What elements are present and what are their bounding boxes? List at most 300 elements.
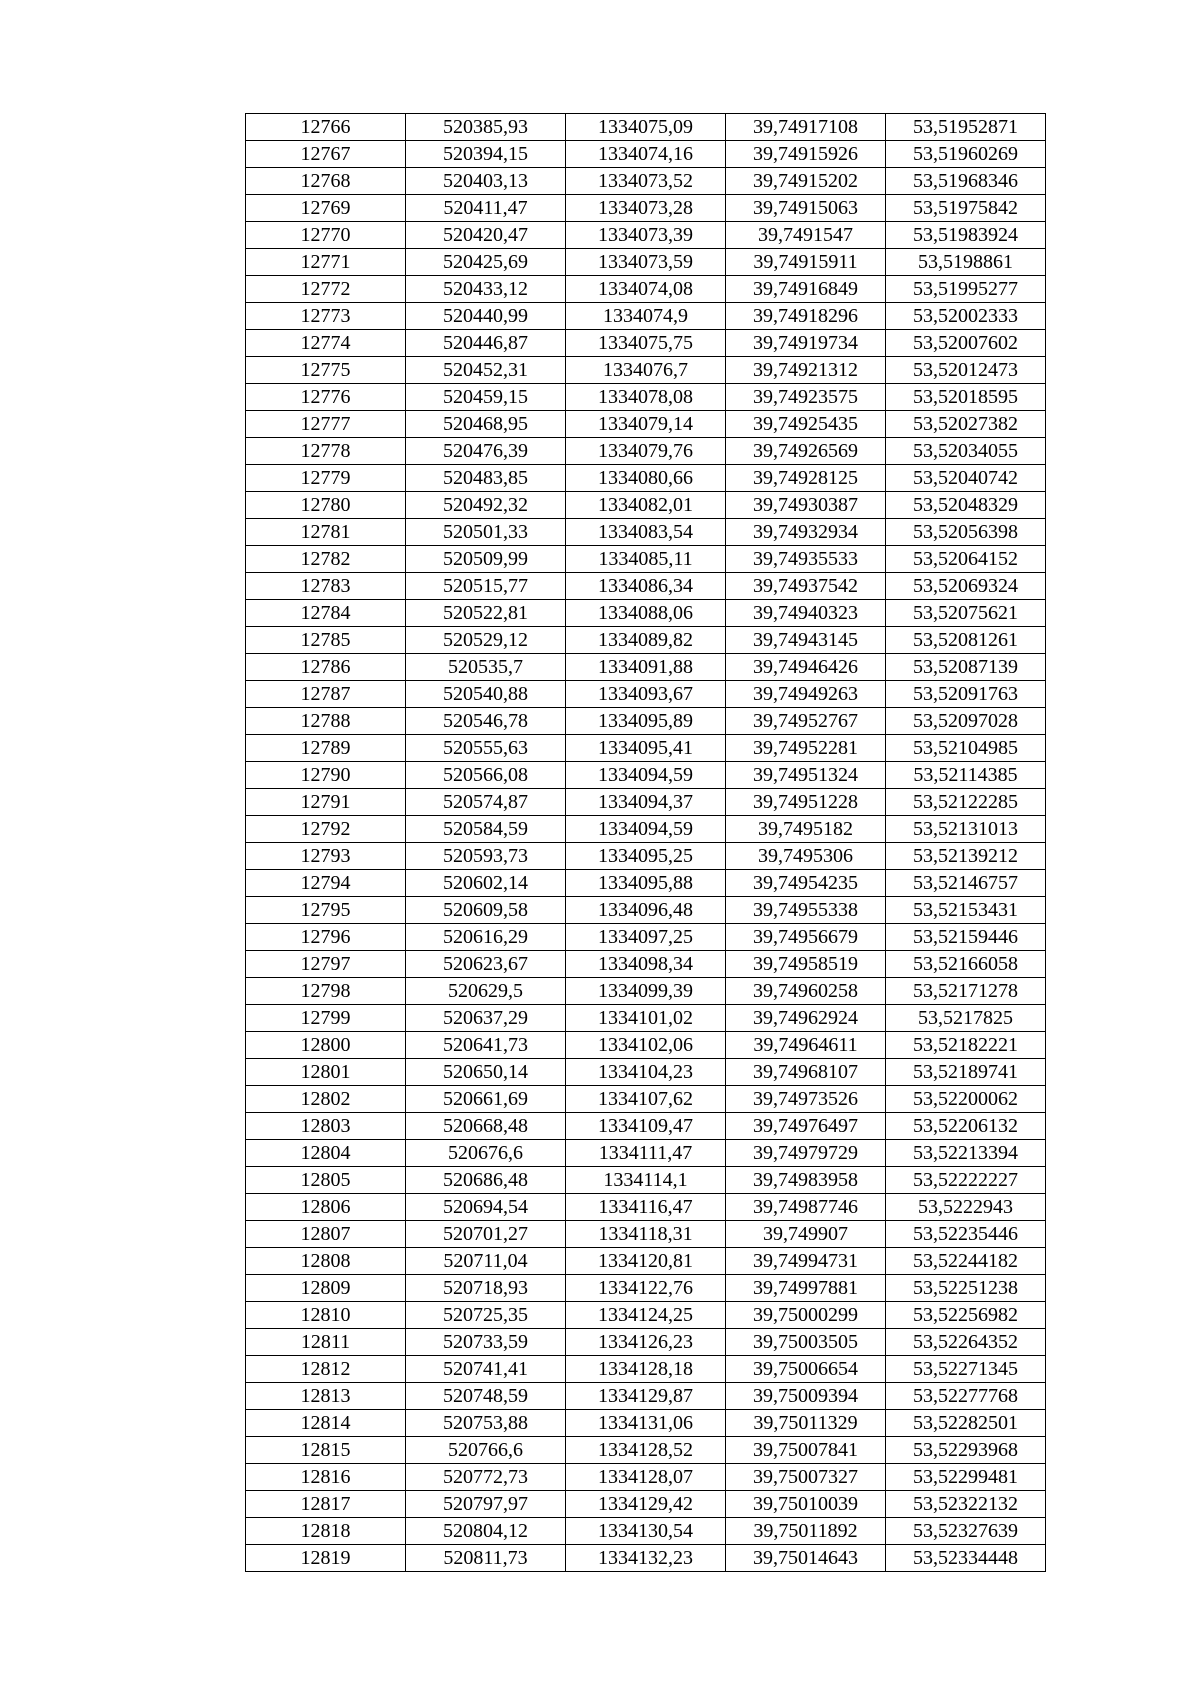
x-coordinate-cell: 520566,08	[406, 762, 566, 789]
x-coordinate-cell: 520425,69	[406, 249, 566, 276]
longitude-cell: 39,74946426	[726, 654, 886, 681]
longitude-cell: 39,75014643	[726, 1545, 886, 1572]
point-number-cell: 12818	[246, 1518, 406, 1545]
table-row	[246, 1383, 1046, 1410]
x-coordinate-cell: 520515,77	[406, 573, 566, 600]
latitude-cell: 53,52104985	[886, 735, 1046, 762]
point-number-cell: 12814	[246, 1410, 406, 1437]
longitude-cell: 39,75011329	[726, 1410, 886, 1437]
longitude-cell: 39,7495182	[726, 816, 886, 843]
table-row	[246, 1410, 1046, 1437]
latitude-cell: 53,5198861	[886, 249, 1046, 276]
x-coordinate-cell: 520529,12	[406, 627, 566, 654]
table-row	[246, 627, 1046, 654]
longitude-cell: 39,74962924	[726, 1005, 886, 1032]
longitude-cell: 39,75011892	[726, 1518, 886, 1545]
latitude-cell: 53,52277768	[886, 1383, 1046, 1410]
y-coordinate-cell: 1334094,59	[566, 762, 726, 789]
y-coordinate-cell: 1334075,75	[566, 330, 726, 357]
table-row	[246, 438, 1046, 465]
x-coordinate-cell: 520584,59	[406, 816, 566, 843]
table-row	[246, 168, 1046, 195]
x-coordinate-cell: 520694,54	[406, 1194, 566, 1221]
point-number-cell: 12779	[246, 465, 406, 492]
table-row	[246, 141, 1046, 168]
point-number-cell: 12805	[246, 1167, 406, 1194]
longitude-cell: 39,74997881	[726, 1275, 886, 1302]
table-row	[246, 1329, 1046, 1356]
x-coordinate-cell: 520804,12	[406, 1518, 566, 1545]
x-coordinate-cell: 520623,67	[406, 951, 566, 978]
point-number-cell: 12767	[246, 141, 406, 168]
x-coordinate-cell: 520686,48	[406, 1167, 566, 1194]
point-number-cell: 12798	[246, 978, 406, 1005]
point-number-cell: 12811	[246, 1329, 406, 1356]
point-number-cell: 12768	[246, 168, 406, 195]
latitude-cell: 53,52048329	[886, 492, 1046, 519]
latitude-cell: 53,52122285	[886, 789, 1046, 816]
y-coordinate-cell: 1334074,9	[566, 303, 726, 330]
latitude-cell: 53,52018595	[886, 384, 1046, 411]
longitude-cell: 39,74943145	[726, 627, 886, 654]
table-row	[246, 357, 1046, 384]
longitude-cell: 39,74937542	[726, 573, 886, 600]
longitude-cell: 39,74930387	[726, 492, 886, 519]
longitude-cell: 39,74949263	[726, 681, 886, 708]
table-row	[246, 330, 1046, 357]
x-coordinate-cell: 520492,32	[406, 492, 566, 519]
x-coordinate-cell: 520661,69	[406, 1086, 566, 1113]
table-row	[246, 1005, 1046, 1032]
y-coordinate-cell: 1334074,08	[566, 276, 726, 303]
latitude-cell: 53,52153431	[886, 897, 1046, 924]
x-coordinate-cell: 520459,15	[406, 384, 566, 411]
table-row	[246, 114, 1046, 141]
table-row	[246, 762, 1046, 789]
table-row	[246, 816, 1046, 843]
y-coordinate-cell: 1334094,59	[566, 816, 726, 843]
y-coordinate-cell: 1334079,14	[566, 411, 726, 438]
x-coordinate-cell: 520385,93	[406, 114, 566, 141]
y-coordinate-cell: 1334114,1	[566, 1167, 726, 1194]
table-row	[246, 1086, 1046, 1113]
point-number-cell: 12788	[246, 708, 406, 735]
x-coordinate-cell: 520718,93	[406, 1275, 566, 1302]
longitude-cell: 39,74955338	[726, 897, 886, 924]
longitude-cell: 39,74915926	[726, 141, 886, 168]
y-coordinate-cell: 1334083,54	[566, 519, 726, 546]
longitude-cell: 39,74921312	[726, 357, 886, 384]
point-number-cell: 12792	[246, 816, 406, 843]
point-number-cell: 12791	[246, 789, 406, 816]
latitude-cell: 53,52299481	[886, 1464, 1046, 1491]
x-coordinate-cell: 520433,12	[406, 276, 566, 303]
table-row	[246, 951, 1046, 978]
longitude-cell: 39,74958519	[726, 951, 886, 978]
point-number-cell: 12770	[246, 222, 406, 249]
table-row	[246, 870, 1046, 897]
table-row	[246, 897, 1046, 924]
point-number-cell: 12780	[246, 492, 406, 519]
point-number-cell: 12796	[246, 924, 406, 951]
longitude-cell: 39,75007841	[726, 1437, 886, 1464]
y-coordinate-cell: 1334102,06	[566, 1032, 726, 1059]
x-coordinate-cell: 520555,63	[406, 735, 566, 762]
table-row	[246, 1032, 1046, 1059]
latitude-cell: 53,52171278	[886, 978, 1046, 1005]
latitude-cell: 53,51960269	[886, 141, 1046, 168]
table-row	[246, 600, 1046, 627]
x-coordinate-cell: 520535,7	[406, 654, 566, 681]
longitude-cell: 39,74932934	[726, 519, 886, 546]
point-number-cell: 12776	[246, 384, 406, 411]
point-number-cell: 12793	[246, 843, 406, 870]
x-coordinate-cell: 520476,39	[406, 438, 566, 465]
point-number-cell: 12803	[246, 1113, 406, 1140]
longitude-cell: 39,74979729	[726, 1140, 886, 1167]
y-coordinate-cell: 1334118,31	[566, 1221, 726, 1248]
x-coordinate-cell: 520676,6	[406, 1140, 566, 1167]
latitude-cell: 53,52012473	[886, 357, 1046, 384]
longitude-cell: 39,74968107	[726, 1059, 886, 1086]
y-coordinate-cell: 1334079,76	[566, 438, 726, 465]
latitude-cell: 53,52087139	[886, 654, 1046, 681]
table-row	[246, 303, 1046, 330]
y-coordinate-cell: 1334095,41	[566, 735, 726, 762]
longitude-cell: 39,75003505	[726, 1329, 886, 1356]
table-row	[246, 978, 1046, 1005]
latitude-cell: 53,52282501	[886, 1410, 1046, 1437]
latitude-cell: 53,51968346	[886, 168, 1046, 195]
x-coordinate-cell: 520668,48	[406, 1113, 566, 1140]
longitude-cell: 39,74940323	[726, 600, 886, 627]
latitude-cell: 53,52139212	[886, 843, 1046, 870]
x-coordinate-cell: 520766,6	[406, 1437, 566, 1464]
x-coordinate-cell: 520483,85	[406, 465, 566, 492]
x-coordinate-cell: 520411,47	[406, 195, 566, 222]
coordinates-table-body	[246, 114, 1046, 1572]
latitude-cell: 53,52069324	[886, 573, 1046, 600]
latitude-cell: 53,52081261	[886, 627, 1046, 654]
latitude-cell: 53,52235446	[886, 1221, 1046, 1248]
table-row	[246, 708, 1046, 735]
point-number-cell: 12808	[246, 1248, 406, 1275]
longitude-cell: 39,75010039	[726, 1491, 886, 1518]
x-coordinate-cell: 520574,87	[406, 789, 566, 816]
x-coordinate-cell: 520452,31	[406, 357, 566, 384]
table-row	[246, 573, 1046, 600]
x-coordinate-cell: 520446,87	[406, 330, 566, 357]
x-coordinate-cell: 520641,73	[406, 1032, 566, 1059]
point-number-cell: 12799	[246, 1005, 406, 1032]
table-row	[246, 924, 1046, 951]
y-coordinate-cell: 1334078,08	[566, 384, 726, 411]
longitude-cell: 39,74973526	[726, 1086, 886, 1113]
point-number-cell: 12773	[246, 303, 406, 330]
x-coordinate-cell: 520711,04	[406, 1248, 566, 1275]
x-coordinate-cell: 520637,29	[406, 1005, 566, 1032]
y-coordinate-cell: 1334124,25	[566, 1302, 726, 1329]
table-row	[246, 1194, 1046, 1221]
latitude-cell: 53,52206132	[886, 1113, 1046, 1140]
latitude-cell: 53,52271345	[886, 1356, 1046, 1383]
latitude-cell: 53,52064152	[886, 546, 1046, 573]
longitude-cell: 39,74954235	[726, 870, 886, 897]
point-number-cell: 12795	[246, 897, 406, 924]
x-coordinate-cell: 520811,73	[406, 1545, 566, 1572]
x-coordinate-cell: 520733,59	[406, 1329, 566, 1356]
point-number-cell: 12784	[246, 600, 406, 627]
table-row	[246, 1221, 1046, 1248]
point-number-cell: 12774	[246, 330, 406, 357]
point-number-cell: 12777	[246, 411, 406, 438]
y-coordinate-cell: 1334130,54	[566, 1518, 726, 1545]
x-coordinate-cell: 520593,73	[406, 843, 566, 870]
point-number-cell: 12771	[246, 249, 406, 276]
table-row	[246, 222, 1046, 249]
x-coordinate-cell: 520420,47	[406, 222, 566, 249]
table-row	[246, 1464, 1046, 1491]
latitude-cell: 53,52322132	[886, 1491, 1046, 1518]
table-row	[246, 1113, 1046, 1140]
point-number-cell: 12815	[246, 1437, 406, 1464]
y-coordinate-cell: 1334111,47	[566, 1140, 726, 1167]
longitude-cell: 39,75009394	[726, 1383, 886, 1410]
longitude-cell: 39,74919734	[726, 330, 886, 357]
latitude-cell: 53,52293968	[886, 1437, 1046, 1464]
y-coordinate-cell: 1334085,11	[566, 546, 726, 573]
y-coordinate-cell: 1334089,82	[566, 627, 726, 654]
table-row	[246, 1059, 1046, 1086]
point-number-cell: 12766	[246, 114, 406, 141]
point-number-cell: 12772	[246, 276, 406, 303]
point-number-cell: 12807	[246, 1221, 406, 1248]
latitude-cell: 53,51983924	[886, 222, 1046, 249]
latitude-cell: 53,52159446	[886, 924, 1046, 951]
longitude-cell: 39,74951324	[726, 762, 886, 789]
latitude-cell: 53,52056398	[886, 519, 1046, 546]
longitude-cell: 39,74935533	[726, 546, 886, 573]
y-coordinate-cell: 1334094,37	[566, 789, 726, 816]
latitude-cell: 53,52166058	[886, 951, 1046, 978]
y-coordinate-cell: 1334080,66	[566, 465, 726, 492]
table-row	[246, 411, 1046, 438]
point-number-cell: 12813	[246, 1383, 406, 1410]
y-coordinate-cell: 1334095,25	[566, 843, 726, 870]
point-number-cell: 12769	[246, 195, 406, 222]
x-coordinate-cell: 520609,58	[406, 897, 566, 924]
latitude-cell: 53,52027382	[886, 411, 1046, 438]
x-coordinate-cell: 520540,88	[406, 681, 566, 708]
y-coordinate-cell: 1334073,28	[566, 195, 726, 222]
table-row	[246, 843, 1046, 870]
latitude-cell: 53,5217825	[886, 1005, 1046, 1032]
point-number-cell: 12782	[246, 546, 406, 573]
longitude-cell: 39,74994731	[726, 1248, 886, 1275]
latitude-cell: 53,52182221	[886, 1032, 1046, 1059]
x-coordinate-cell: 520522,81	[406, 600, 566, 627]
table-row	[246, 1545, 1046, 1572]
latitude-cell: 53,52146757	[886, 870, 1046, 897]
point-number-cell: 12816	[246, 1464, 406, 1491]
table-row	[246, 519, 1046, 546]
longitude-cell: 39,74987746	[726, 1194, 886, 1221]
point-number-cell: 12785	[246, 627, 406, 654]
latitude-cell: 53,51995277	[886, 276, 1046, 303]
latitude-cell: 53,52264352	[886, 1329, 1046, 1356]
table-row	[246, 276, 1046, 303]
latitude-cell: 53,52200062	[886, 1086, 1046, 1113]
x-coordinate-cell: 520772,73	[406, 1464, 566, 1491]
table-row	[246, 1167, 1046, 1194]
point-number-cell: 12786	[246, 654, 406, 681]
point-number-cell: 12809	[246, 1275, 406, 1302]
longitude-cell: 39,7491547	[726, 222, 886, 249]
longitude-cell: 39,74951228	[726, 789, 886, 816]
y-coordinate-cell: 1334126,23	[566, 1329, 726, 1356]
longitude-cell: 39,74928125	[726, 465, 886, 492]
longitude-cell: 39,75007327	[726, 1464, 886, 1491]
y-coordinate-cell: 1334101,02	[566, 1005, 726, 1032]
latitude-cell: 53,52040742	[886, 465, 1046, 492]
latitude-cell: 53,52334448	[886, 1545, 1046, 1572]
point-number-cell: 12801	[246, 1059, 406, 1086]
y-coordinate-cell: 1334128,07	[566, 1464, 726, 1491]
point-number-cell: 12789	[246, 735, 406, 762]
y-coordinate-cell: 1334132,23	[566, 1545, 726, 1572]
x-coordinate-cell: 520753,88	[406, 1410, 566, 1437]
x-coordinate-cell: 520394,15	[406, 141, 566, 168]
latitude-cell: 53,51975842	[886, 195, 1046, 222]
table-row	[246, 1140, 1046, 1167]
longitude-cell: 39,74964611	[726, 1032, 886, 1059]
y-coordinate-cell: 1334129,87	[566, 1383, 726, 1410]
x-coordinate-cell: 520701,27	[406, 1221, 566, 1248]
y-coordinate-cell: 1334097,25	[566, 924, 726, 951]
y-coordinate-cell: 1334086,34	[566, 573, 726, 600]
x-coordinate-cell: 520468,95	[406, 411, 566, 438]
point-number-cell: 12800	[246, 1032, 406, 1059]
point-number-cell: 12804	[246, 1140, 406, 1167]
table-row	[246, 681, 1046, 708]
latitude-cell: 53,52007602	[886, 330, 1046, 357]
y-coordinate-cell: 1334131,06	[566, 1410, 726, 1437]
longitude-cell: 39,74952281	[726, 735, 886, 762]
y-coordinate-cell: 1334122,76	[566, 1275, 726, 1302]
y-coordinate-cell: 1334075,09	[566, 114, 726, 141]
table-row	[246, 654, 1046, 681]
table-row	[246, 789, 1046, 816]
y-coordinate-cell: 1334093,67	[566, 681, 726, 708]
longitude-cell: 39,749907	[726, 1221, 886, 1248]
point-number-cell: 12806	[246, 1194, 406, 1221]
table-row	[246, 1248, 1046, 1275]
latitude-cell: 53,52256982	[886, 1302, 1046, 1329]
y-coordinate-cell: 1334104,23	[566, 1059, 726, 1086]
point-number-cell: 12775	[246, 357, 406, 384]
point-number-cell: 12817	[246, 1491, 406, 1518]
y-coordinate-cell: 1334109,47	[566, 1113, 726, 1140]
y-coordinate-cell: 1334073,59	[566, 249, 726, 276]
y-coordinate-cell: 1334091,88	[566, 654, 726, 681]
x-coordinate-cell: 520602,14	[406, 870, 566, 897]
x-coordinate-cell: 520629,5	[406, 978, 566, 1005]
table-row	[246, 195, 1046, 222]
x-coordinate-cell: 520501,33	[406, 519, 566, 546]
longitude-cell: 39,74915202	[726, 168, 886, 195]
y-coordinate-cell: 1334074,16	[566, 141, 726, 168]
latitude-cell: 53,52244182	[886, 1248, 1046, 1275]
point-number-cell: 12781	[246, 519, 406, 546]
latitude-cell: 53,52327639	[886, 1518, 1046, 1545]
y-coordinate-cell: 1334088,06	[566, 600, 726, 627]
table-row	[246, 1302, 1046, 1329]
point-number-cell: 12790	[246, 762, 406, 789]
y-coordinate-cell: 1334129,42	[566, 1491, 726, 1518]
x-coordinate-cell: 520741,41	[406, 1356, 566, 1383]
table-row	[246, 546, 1046, 573]
table-row	[246, 1518, 1046, 1545]
point-number-cell: 12819	[246, 1545, 406, 1572]
point-number-cell: 12778	[246, 438, 406, 465]
y-coordinate-cell: 1334099,39	[566, 978, 726, 1005]
y-coordinate-cell: 1334128,18	[566, 1356, 726, 1383]
table-row	[246, 465, 1046, 492]
point-number-cell: 12794	[246, 870, 406, 897]
latitude-cell: 53,52075621	[886, 600, 1046, 627]
latitude-cell: 53,51952871	[886, 114, 1046, 141]
latitude-cell: 53,52189741	[886, 1059, 1046, 1086]
x-coordinate-cell: 520509,99	[406, 546, 566, 573]
point-number-cell: 12812	[246, 1356, 406, 1383]
y-coordinate-cell: 1334098,34	[566, 951, 726, 978]
y-coordinate-cell: 1334095,88	[566, 870, 726, 897]
table-row	[246, 735, 1046, 762]
table-row	[246, 1437, 1046, 1464]
x-coordinate-cell: 520650,14	[406, 1059, 566, 1086]
latitude-cell: 53,52251238	[886, 1275, 1046, 1302]
latitude-cell: 53,52097028	[886, 708, 1046, 735]
latitude-cell: 53,52222227	[886, 1167, 1046, 1194]
x-coordinate-cell: 520797,97	[406, 1491, 566, 1518]
y-coordinate-cell: 1334073,52	[566, 168, 726, 195]
point-number-cell: 12810	[246, 1302, 406, 1329]
y-coordinate-cell: 1334076,7	[566, 357, 726, 384]
longitude-cell: 39,74956679	[726, 924, 886, 951]
table-row	[246, 384, 1046, 411]
x-coordinate-cell: 520616,29	[406, 924, 566, 951]
x-coordinate-cell: 520748,59	[406, 1383, 566, 1410]
longitude-cell: 39,74915911	[726, 249, 886, 276]
table-row	[246, 1275, 1046, 1302]
longitude-cell: 39,75006654	[726, 1356, 886, 1383]
longitude-cell: 39,74983958	[726, 1167, 886, 1194]
point-number-cell: 12787	[246, 681, 406, 708]
longitude-cell: 39,74917108	[726, 114, 886, 141]
longitude-cell: 39,74923575	[726, 384, 886, 411]
y-coordinate-cell: 1334107,62	[566, 1086, 726, 1113]
y-coordinate-cell: 1334096,48	[566, 897, 726, 924]
latitude-cell: 53,52091763	[886, 681, 1046, 708]
point-number-cell: 12797	[246, 951, 406, 978]
coordinates-table	[245, 113, 1046, 1572]
longitude-cell: 39,74918296	[726, 303, 886, 330]
latitude-cell: 53,52114385	[886, 762, 1046, 789]
latitude-cell: 53,52034055	[886, 438, 1046, 465]
longitude-cell: 39,75000299	[726, 1302, 886, 1329]
table-row	[246, 249, 1046, 276]
y-coordinate-cell: 1334116,47	[566, 1194, 726, 1221]
